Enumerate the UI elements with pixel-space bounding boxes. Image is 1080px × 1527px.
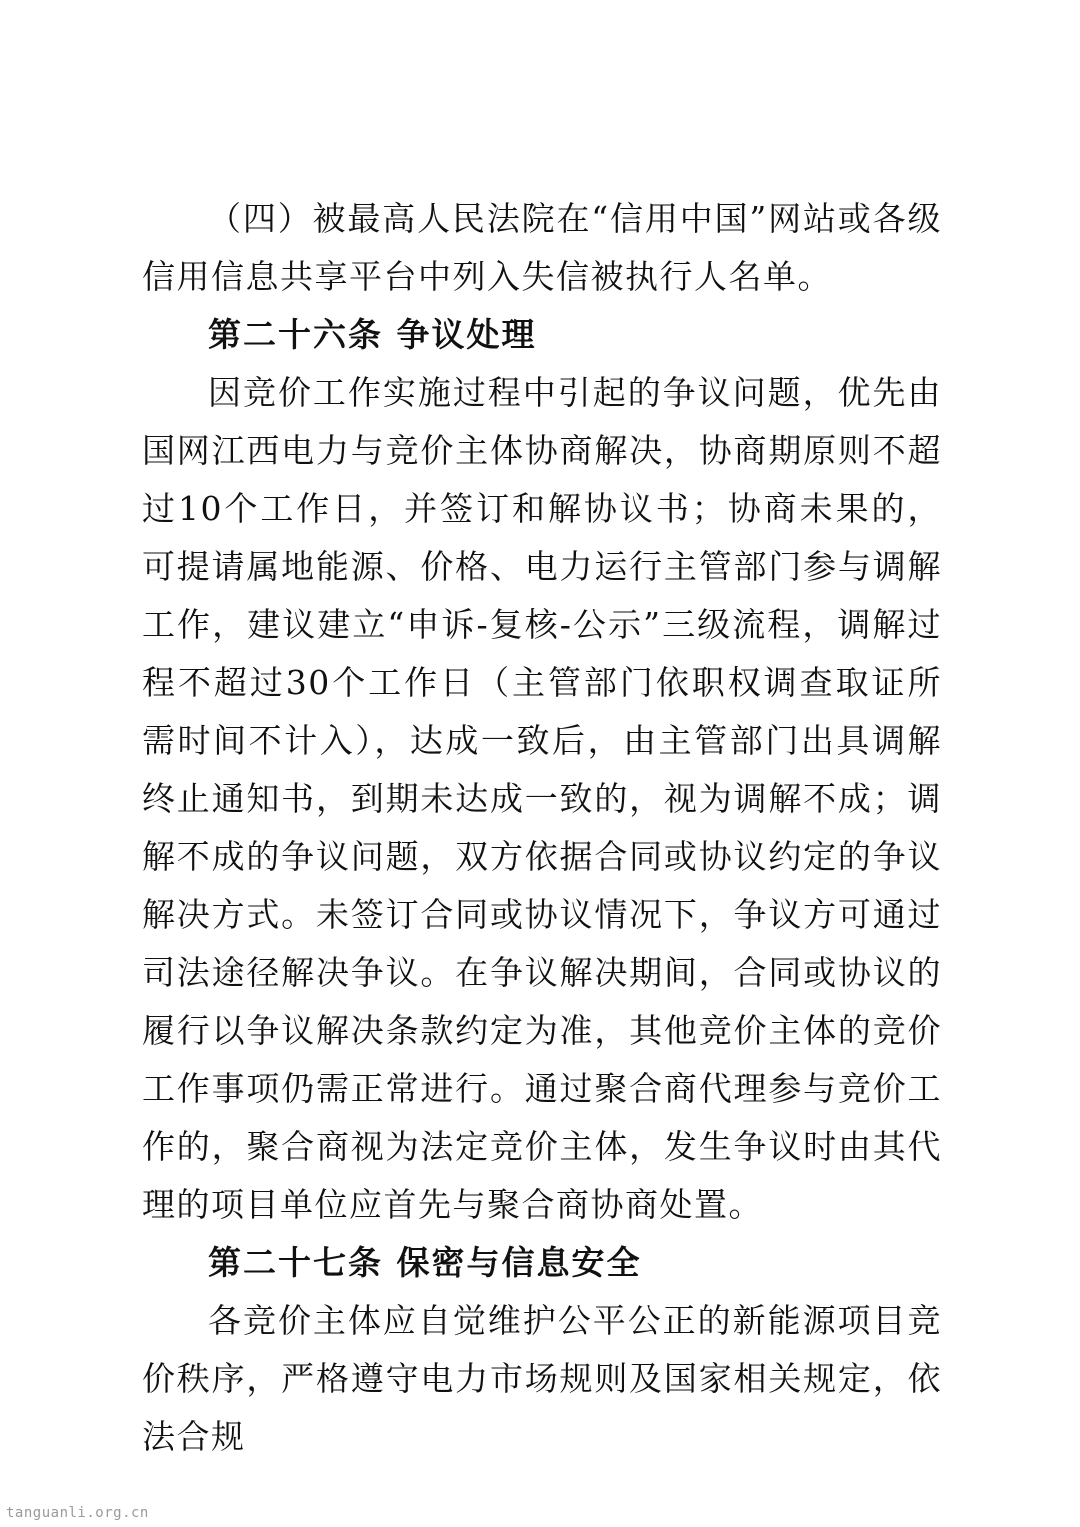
site-watermark: tanguanli.org.cn xyxy=(6,1505,149,1521)
article-27-heading: 第二十七条 保密与信息安全 xyxy=(208,1243,642,1282)
article-26-heading: 第二十六条 争议处理 xyxy=(208,315,537,354)
paragraph-dispute-handling: 因竞价工作实施过程中引起的争议问题，优先由国网江西电力与竞价主体协商解决，协商期原则不超过10个工作日，并签订和解协议书；协商未果的，可提请属地能源、价格、电力运行主管部门参与调解工作，建议建立“申诉-复核-公示”三级流程，调解过程不超过30个工作日（主管部门依职权调查取证所需时间不计入），达成一致后，由主管部门出具调解终止通知书，到期未达成一致的，视为调解不成；调解不成的争议问题，双方依据合同或协议约定的争议解决方式。未签订合同或协议情况下，争议方可通过司法途径解决争议。在争议解决期间，合同或协议的履行以争议解决条款约定为准，其他竞价主体的竞价工作事项仍需正常进行。通过聚合商代理参与竞价工作的，聚合商视为法定竞价主体，发生争议时由其代理的项目单位应首先与聚合商协商处置。 xyxy=(142,373,942,1224)
paragraph-confidentiality: 各竞价主体应自觉维护公平公正的新能源项目竞价秩序，严格遵守电力市场规则及国家相关规定，依法合规 xyxy=(142,1301,942,1456)
paragraph-credit-blacklist: （四）被最高人民法院在“信用中国”网站或各级信用信息共享平台中列入失信被执行人名单。 xyxy=(142,199,942,296)
document-body xyxy=(142,190,942,1466)
